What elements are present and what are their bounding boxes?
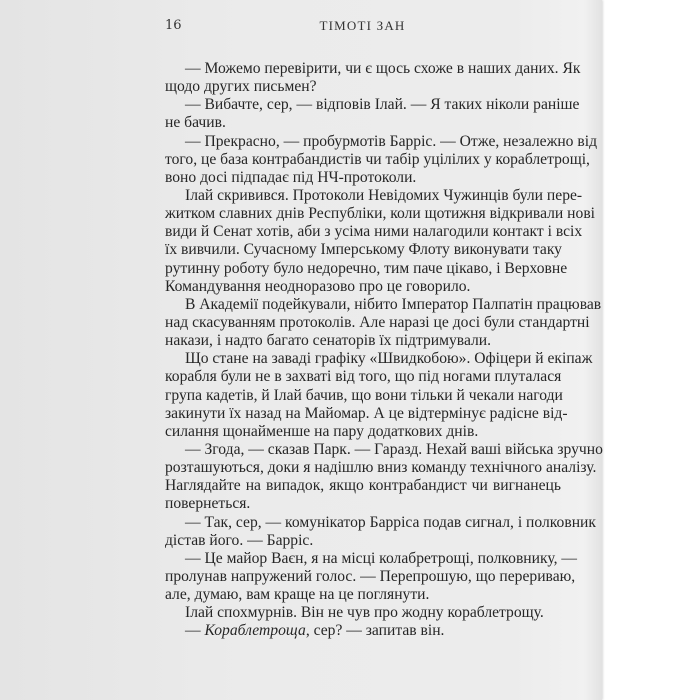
text-line: — Можемо перевірити, чи є щось схоже в наших даних. Як [185, 60, 581, 77]
text-line: рутинну роботу було недоречно, тим паче цікаво, і Верховне [165, 259, 568, 277]
text-line: Наглядайте на випадок, якщо контрабандист чи вигнанець [165, 477, 561, 495]
text-line: — Прекрасно, — пробурмотів Барріс. — Отже, незалежно від [185, 132, 598, 150]
paragraph [165, 604, 561, 622]
text-line: щодо других письмен? [165, 78, 317, 96]
text-line: повернеться. [165, 495, 251, 513]
text-line: група кадетів, й Ілай бачив, що вони тільки й чекали нагоди [165, 386, 563, 404]
text-line: — Так, сер, — комунікатор Барріса подав сигнал, і полковник [185, 513, 596, 531]
body-text [165, 60, 603, 641]
paragraph [165, 549, 577, 604]
paragraph [165, 622, 561, 640]
text-line: але, думаю, вам краще на це поглянути. [165, 586, 430, 604]
text-line: того, це база контрабандистів чи табір уцілілих у кораблетрощі, [165, 150, 590, 168]
text-line: В Академії подейкували, нібито Імператор Палпатін працював [185, 295, 602, 313]
paragraph [165, 186, 596, 296]
text-line: їх вивчили. Сучасному Імперському Флоту виконувати таку [165, 241, 562, 259]
text-line [165, 622, 561, 640]
final-line-italic: Кораблетроща [204, 622, 306, 640]
paragraph [165, 440, 603, 514]
text-line: дістав його. — Барріс. [165, 531, 314, 549]
text-line: пролунав напружений голос. — Перепрошую, що перериваю, [165, 567, 576, 585]
text-line: силання щонайменше на пару додаткових днів. [165, 422, 479, 440]
page-number: 16 [165, 18, 182, 33]
text-line: житком славних днів Республіки, коли щотижня відкривали нові [165, 205, 596, 223]
page-header [165, 18, 560, 38]
paragraph [165, 513, 596, 550]
text-line: Ілай спохмурнів. Він не чув про жодну кораблетрощу. [185, 604, 544, 622]
text-line: не бачив. [165, 114, 226, 132]
text-line: Командування неодноразово про це говорило. [165, 277, 471, 295]
text-line: Що стане на заваді графіку «Швидкобою». Офіцери й екіпаж [185, 350, 593, 368]
text-line: — Згода, — сказав Парк. — Гаразд. Нехай ваші війська зручно [185, 440, 603, 458]
paragraph [165, 350, 593, 441]
text-line: — Вибачте, сер, — відповів Ілай. — Я таких ніколи раніше [185, 96, 580, 114]
text-line: закинути їх назад на Майомар. А це відтермінує радісне від- [165, 404, 568, 422]
running-title: ТІМОТІ ЗАН [319, 18, 406, 33]
paragraph [165, 295, 602, 350]
text-line: — Це майор Ваєн, я на місці колабретрощі, полковнику, — [185, 549, 577, 567]
final-line-suffix: , сер? — запитав він. [305, 622, 445, 640]
paragraph [165, 60, 581, 96]
text-line: розташуються, доки я надішлю вниз команду технічного аналізу. [165, 459, 597, 477]
text-line: корабля були не в захваті від того, що під ногами плуталася [165, 368, 562, 386]
text-line: види й Сенат хотів, аби з усіма ними налагодили контакт і всіх [165, 223, 583, 241]
text-line: Ілай скривився. Протоколи Невідомих Чужинців були пере- [185, 186, 583, 204]
final-line-prefix: — [185, 622, 205, 640]
text-line: накази, і надто багато сенаторів їх підтримували. [165, 332, 492, 350]
paragraph [165, 132, 598, 187]
text-line: над скасуванням протоколів. Але наразі це досі були стандартні [165, 313, 590, 331]
paragraph [165, 96, 580, 132]
text-line: воно досі підпадає під НЧ-протоколи. [165, 168, 417, 186]
